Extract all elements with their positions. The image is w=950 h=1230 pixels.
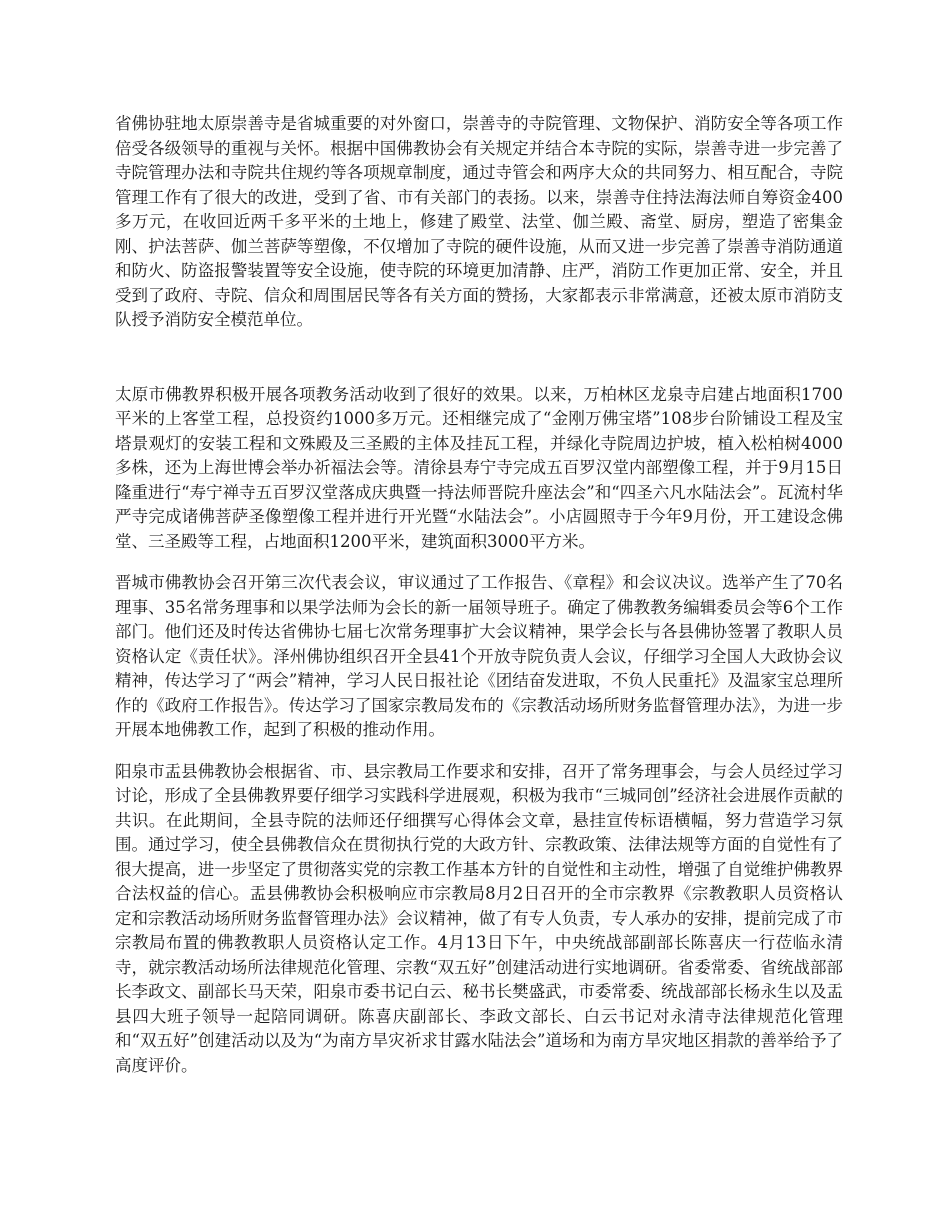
paragraph-taiyuan-buddhism: 太原市佛教界积极开展各项教务活动收到了很好的效果。以来，万柏林区龙泉寺启建占地面积1700平米的上客堂工程，总投资约1000多万元。还相继完成了“金刚万佛宝塔”108步台阶铺设工程及宝塔景观灯的安装工程和文殊殿及三圣殿的主体及挂瓦工程，并绿化寺院周边护坡，植入松柏树4000多株，还为上海世博会举办祈福法会等。清徐县寿宁寺完成五百罗汉堂内部塑像工程，并于9月15日隆重进行“寿宁禅寺五百罗汉堂落成庆典暨一持法师晋院升座法会”和“四圣六凡水陆法会”。瓦流村华严寺完成诸佛菩萨圣像塑像工程并进行开光暨“水陆法会”。小店圆照寺于今年9月份，开工建设念佛堂、三圣殿等工程，占地面积1200平米，建筑面积3000平方米。 [115, 384, 843, 551]
paragraph-yangquan-yuxian: 阳泉市盂县佛教协会根据省、市、县宗教局工作要求和安排，召开了常务理事会，与会人员经过学习讨论，形成了全县佛教界要仔细学习实践科学进展观，积极为我市“三城同创”经济社会进展作贡献的共识。在此期间，全县寺院的法师还仔细撰写心得体会文章，悬挂宣传标语横幅，努力营造学习氛围。通过学习，使全县佛教信众在贯彻执行党的大政方针、宗教政策、法律法规等方面的自觉性有了很大提高，进一步坚定了贯彻落实党的宗教工作基本方针的自觉性和主动性，增强了自觉维护佛教界合法权益的信心。盂县佛教协会积极响应市宗教局8月2日召开的全市宗教界《宗教教职人员资格认定和宗教活动场所财务监督管理办法》会议精神，做了有专人负责，专人承办的安排，提前完成了市宗教局布置的佛教教职人员资格认定工作。4月13日下午，中央统战部副部长陈喜庆一行莅临永清寺，就宗教活动场所法律规范化管理、宗教“双五好”创建活动进行实地调研。省委常委、省统战部部长李政文、副部长马天荣，阳泉市委书记白云、秘书长樊盛武，市委常委、统战部部长杨永生以及盂县四大班子领导一起陪同调研。陈喜庆副部长、李政文部长、白云书记对永清寺法律规范化管理和“双五好”创建活动以及为“为南方旱灾祈求甘露水陆法会”道场和为南方旱灾地区捐款的善举给予了高度评价。 [115, 761, 843, 1075]
paragraph-chongshan-temple: 省佛协驻地太原崇善寺是省城重要的对外窗口，崇善寺的寺院管理、文物保护、消防安全等各项工作倍受各级领导的重视与关怀。根据中国佛教协会有关规定并结合本寺院的实际，崇善寺进一步完善了寺院管理办法和寺院共住规约等各项规章制度，通过寺管会和两序大众的共同努力、相互配合，寺院管理工作有了很大的改进，受到了省、市有关部门的表扬。以来，崇善寺住持法海法师自筹资金400多万元，在收回近两千多平米的土地上，修建了殿堂、法堂、伽兰殿、斋堂、厨房，塑造了密集金刚、护法菩萨、伽兰菩萨等塑像，不仅增加了寺院的硬件设施，从而又进一步完善了崇善寺消防通道和防火、防盗报警装置等安全设施，使寺院的环境更加清静、庄严，消防工作更加正常、安全，并且受到了政府、寺院、信众和周围居民等各有关方面的赞扬，大家都表示非常满意，还被太原市消防支队授予消防安全模范单位。 [115, 114, 843, 329]
paragraph-jincheng-association: 晋城市佛教协会召开第三次代表会议，审议通过了工作报告、《章程》和会议决议。选举产生了70名理事、35名常务理事和以果学法师为会长的新一届领导班子。确定了佛教教务编辑委员会等6个工作部门。他们还及时传达省佛协七届七次常务理事扩大会议精神，果学会长与各县佛协签署了教职人员资格认定《责任状》。泽州佛协组织召开全县41个开放寺院负责人会议，仔细学习全国人大政协会议精神，传达学习了“两会”精神，学习人民日报社论《团结奋发进取，不负人民重托》及温家宝总理所作的《政府工作报告》。传达学习了国家宗教局发布的《宗教活动场所财务监督管理办法》，为进一步开展本地佛教工作，起到了积极的推动作用。 [115, 573, 843, 739]
document-body [115, 112, 843, 1078]
